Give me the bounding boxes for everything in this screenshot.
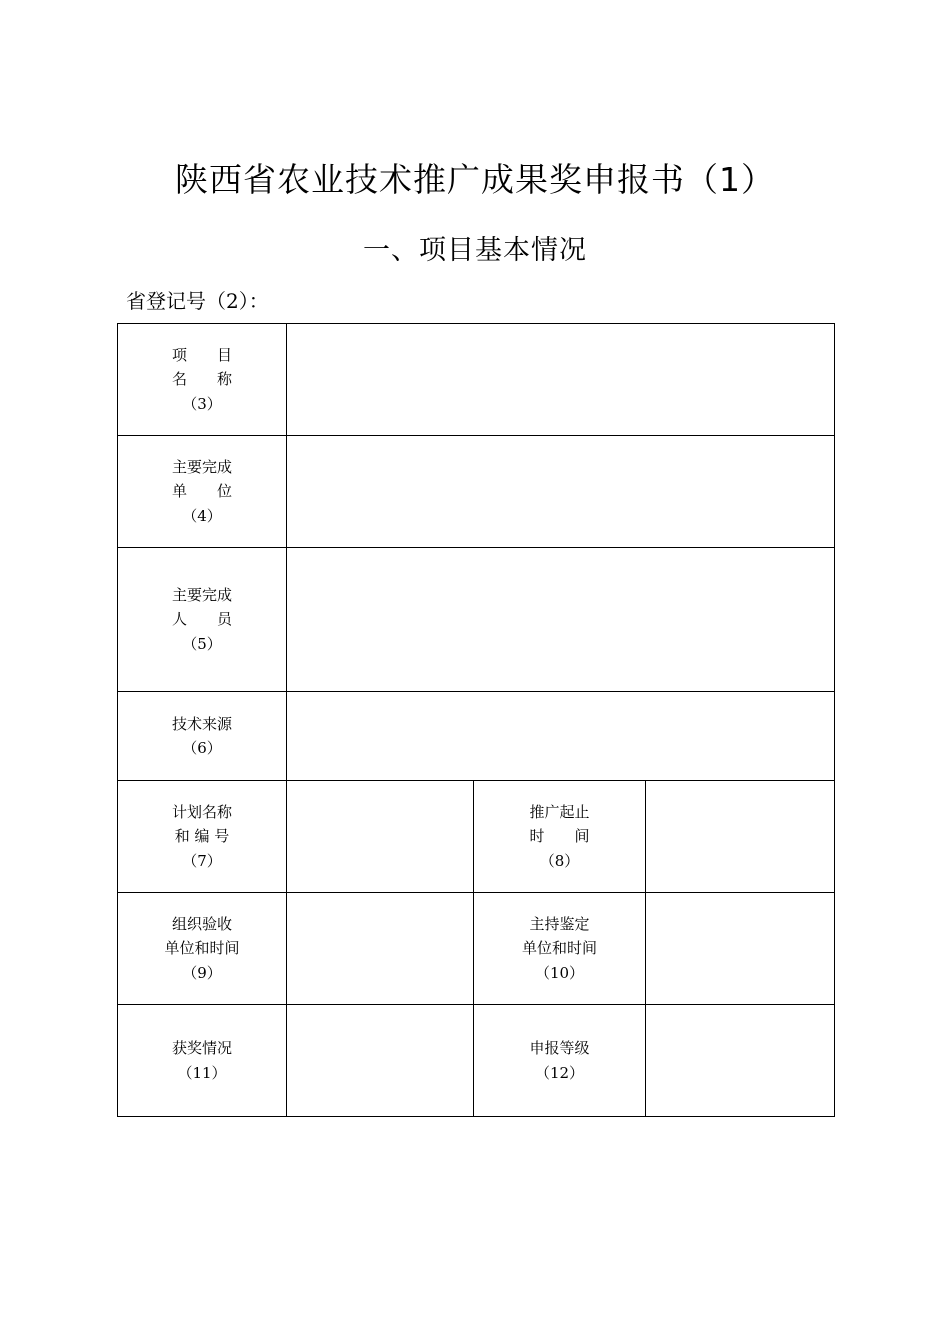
document-title: 陕西省农业技术推广成果奖申报书（1）	[175, 160, 775, 199]
registration-number-label: 省登记号（2）：	[126, 289, 269, 313]
project-info-form	[117, 323, 835, 1117]
main-personnel-field[interactable]	[287, 548, 835, 692]
grade-field[interactable]	[646, 1005, 835, 1117]
promo-period-field[interactable]	[646, 781, 835, 893]
main-personnel-label: 主要完成 人 员 （5）	[118, 548, 287, 692]
appraisal-unit-field[interactable]	[646, 893, 835, 1005]
plan-name-field[interactable]	[287, 781, 474, 893]
section-title: 一、项目基本情况	[363, 235, 587, 266]
main-units-label: 主要完成 单 位 （4）	[118, 436, 287, 548]
awards-label: 获奖情况 （11）	[118, 1005, 287, 1117]
tech-source-label: 技术来源 （6）	[118, 692, 287, 781]
project-name-field[interactable]	[287, 324, 835, 436]
acceptance-unit-field[interactable]	[287, 893, 474, 1005]
promo-period-label: 推广起止 时 间 （8）	[474, 781, 646, 893]
acceptance-unit-label: 组织验收 单位和时间 （9）	[118, 893, 287, 1005]
appraisal-unit-label: 主持鉴定 单位和时间 （10）	[474, 893, 646, 1005]
project-name-label: 项 目 名 称 （3）	[118, 324, 287, 436]
plan-name-label: 计划名称 和 编 号 （7）	[118, 781, 287, 893]
tech-source-field[interactable]	[287, 692, 835, 781]
awards-field[interactable]	[287, 1005, 474, 1117]
grade-label: 申报等级 （12）	[474, 1005, 646, 1117]
main-units-field[interactable]	[287, 436, 835, 548]
